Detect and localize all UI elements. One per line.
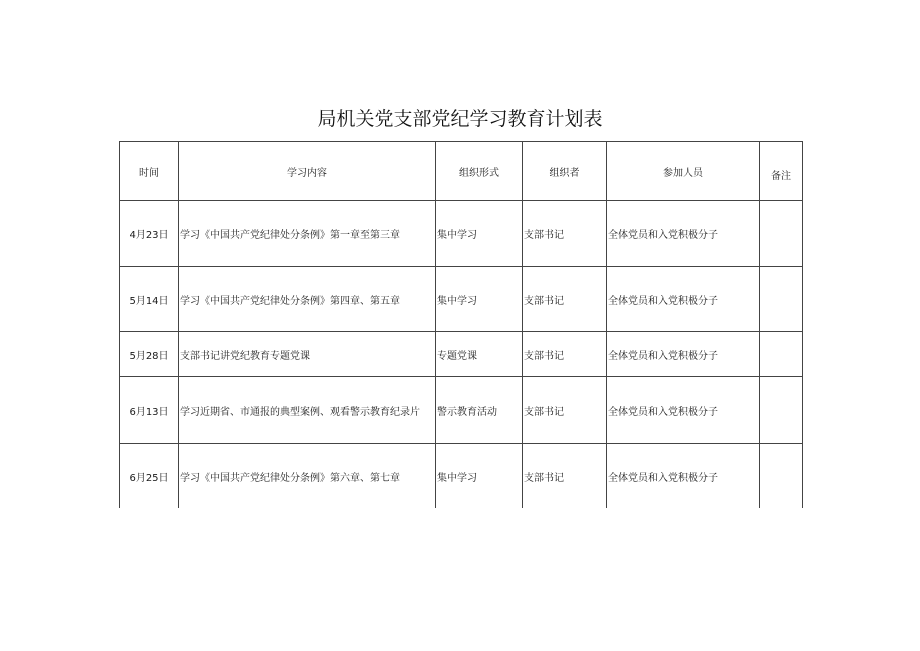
table-header-row xyxy=(120,142,803,201)
header-content: 学习内容 xyxy=(179,142,436,201)
cell-date: 4月23日 xyxy=(120,201,179,267)
cell-date: 5月14日 xyxy=(120,267,179,332)
header-date: 时间 xyxy=(120,142,179,201)
cell-date: 5月28日 xyxy=(120,332,179,377)
cell-content: 学习《中国共产党纪律处分条例》第一章至第三章 xyxy=(179,201,436,267)
table-row xyxy=(120,444,803,509)
cell-organizer: 支部书记 xyxy=(523,332,607,377)
cell-note xyxy=(760,201,803,267)
cell-date: 6月13日 xyxy=(120,377,179,444)
cell-participants: 全体党员和入党积极分子 xyxy=(607,201,760,267)
header-note: 备注 xyxy=(760,142,803,201)
cell-form: 集中学习 xyxy=(436,267,523,332)
table-row xyxy=(120,377,803,444)
cell-content: 支部书记讲党纪教育专题党课 xyxy=(179,332,436,377)
cell-participants: 全体党员和入党积极分子 xyxy=(607,444,760,509)
cell-date: 6月25日 xyxy=(120,444,179,509)
page-title: 局机关党支部党纪学习教育计划表 xyxy=(317,108,603,130)
cell-organizer: 支部书记 xyxy=(523,444,607,509)
cell-content: 学习《中国共产党纪律处分条例》第六章、第七章 xyxy=(179,444,436,509)
table-row xyxy=(120,267,803,332)
cell-participants: 全体党员和入党积极分子 xyxy=(607,332,760,377)
cell-content: 学习近期省、市通报的典型案例、观看警示教育纪录片 xyxy=(179,377,436,444)
cell-participants: 全体党员和入党积极分子 xyxy=(607,377,760,444)
cell-organizer: 支部书记 xyxy=(523,201,607,267)
cell-form: 集中学习 xyxy=(436,201,523,267)
cell-organizer: 支部书记 xyxy=(523,377,607,444)
cell-form: 警示教育活动 xyxy=(436,377,523,444)
header-participants: 参加人员 xyxy=(607,142,760,201)
cell-note xyxy=(760,267,803,332)
cell-content: 学习《中国共产党纪律处分条例》第四章、第五章 xyxy=(179,267,436,332)
cell-organizer: 支部书记 xyxy=(523,267,607,332)
study-plan-table xyxy=(119,141,803,508)
cell-note xyxy=(760,332,803,377)
cell-form: 专题党课 xyxy=(436,332,523,377)
table-row xyxy=(120,201,803,267)
header-organizer: 组织者 xyxy=(523,142,607,201)
cell-participants: 全体党员和入党积极分子 xyxy=(607,267,760,332)
header-form: 组织形式 xyxy=(436,142,523,201)
cell-note xyxy=(760,444,803,509)
table-row xyxy=(120,332,803,377)
cell-form: 集中学习 xyxy=(436,444,523,509)
cell-note xyxy=(760,377,803,444)
